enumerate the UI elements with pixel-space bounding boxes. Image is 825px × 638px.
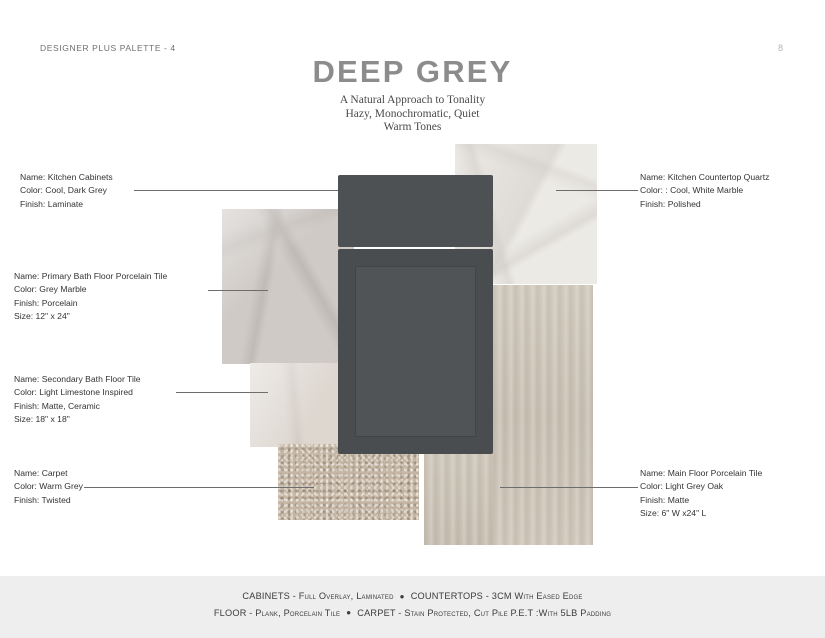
spec-color: Color: Warm Grey <box>14 481 83 492</box>
page-title: DEEP GREY <box>312 54 513 89</box>
spec-finish: Finish: Matte, Ceramic <box>14 400 100 411</box>
footer-line-2 <box>0 605 825 622</box>
page-subtitle <box>0 94 825 135</box>
spec-finish: Finish: Laminate <box>20 198 84 209</box>
page-number: 8 <box>777 43 783 53</box>
footer-cabinets-note: CABINETS - Full Overlay, Laminated <box>242 591 394 601</box>
leader-line-kitchen-cabinets <box>134 190 338 191</box>
leader-line-primary-bath <box>208 290 268 291</box>
spec-finish: Finish: Matte <box>640 494 690 505</box>
spec-finish: Finish: Twisted <box>14 494 71 505</box>
palette-label: DESIGNER PLUS PALETTE - 4 <box>40 43 176 53</box>
subtitle-line-3: Warm Tones <box>383 121 442 133</box>
spec-size: Size: 6" W x24" L <box>640 508 707 519</box>
spec-main-floor <box>640 467 762 521</box>
swatch-kitchen-cabinet-lower-door <box>338 249 493 454</box>
spec-secondary-bath-floor <box>14 373 141 427</box>
spec-color: Color: Light Grey Oak <box>640 481 724 492</box>
footer-bar <box>0 576 825 638</box>
subtitle-line-2: Hazy, Monochromatic, Quiet <box>345 107 480 120</box>
bullet-separator-icon: ● <box>399 591 405 601</box>
footer-notes <box>0 588 825 621</box>
spec-finish: Finish: Polished <box>640 198 701 209</box>
spec-primary-bath-floor <box>14 270 167 324</box>
spec-color: Color: Cool, Dark Grey <box>20 185 107 196</box>
subtitle-line-1: A Natural Approach to Tonality <box>339 94 486 106</box>
spec-name: Name: Carpet <box>14 468 68 478</box>
swatch-primary-bath-floor-tile <box>222 209 354 364</box>
swatch-kitchen-cabinet-upper-door <box>338 175 493 247</box>
swatch-main-floor-porcelain-tile <box>493 285 593 545</box>
swatch-main-floor-porcelain-tile-secondary <box>424 444 493 545</box>
spec-name: Name: Main Floor Porcelain Tile <box>640 468 763 478</box>
spec-name: Name: Secondary Bath Floor Tile <box>14 374 141 384</box>
spec-name: Name: Kitchen Countertop Quartz <box>640 172 770 182</box>
leader-line-secondary-bath <box>176 392 268 393</box>
spec-color: Color: Grey Marble <box>14 284 87 295</box>
leader-line-kitchen-countertop <box>556 190 638 191</box>
spec-color: Color: Light Limestone Inspired <box>14 387 133 398</box>
leader-line-carpet <box>84 487 314 488</box>
spec-name: Name: Primary Bath Floor Porcelain Tile <box>14 271 168 281</box>
footer-carpet-note: CARPET - Stain Protected, Cut Pile P.E.T :With 5LB Padding <box>357 607 612 618</box>
spec-finish: Finish: Porcelain <box>14 297 78 308</box>
spec-color: Color: : Cool, White Marble <box>640 185 744 196</box>
spec-kitchen-countertop <box>640 171 769 211</box>
leader-line-main-floor <box>500 487 638 488</box>
bullet-separator-icon: ● <box>346 608 352 618</box>
footer-countertops-note: COUNTERTOPS - 3CM With Eased Edge <box>410 591 583 601</box>
footer-line-1 <box>0 588 825 605</box>
spec-size: Size: 12" x 24" <box>14 311 70 322</box>
swatch-carpet <box>278 444 419 520</box>
spec-size: Size: 18" x 18" <box>14 414 70 425</box>
footer-floor-note: FLOOR - Plank, Porcelain Tile <box>213 607 341 618</box>
spec-kitchen-cabinets <box>20 171 113 211</box>
spec-carpet <box>14 467 83 507</box>
spec-name: Name: Kitchen Cabinets <box>20 172 113 182</box>
